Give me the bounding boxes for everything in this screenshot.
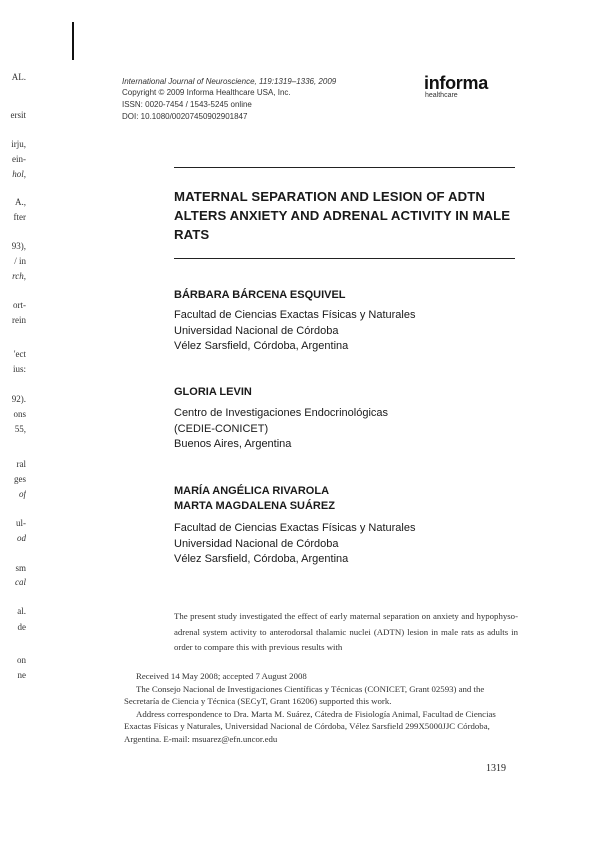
bleed-fragment: irju,	[11, 139, 26, 149]
affiliation-line: Facultad de Ciencias Exactas Físicas y Naturales	[174, 309, 416, 321]
page-number: 1319	[486, 763, 506, 774]
funding-note: The Consejo Nacional de Investigaciones Científicas y Técnicas (CONICET, Grant 02593) and the Secretaría de Ciencia y Técnica (SECyT, Grant 16206) supported this work.	[124, 683, 485, 706]
bleed-fragment: ius:	[12, 364, 26, 374]
bleed-fragment: de	[17, 622, 26, 632]
author-name: GLORIA LEVIN	[174, 386, 252, 398]
affiliation-line: Universidad Nacional de Córdoba	[174, 538, 339, 550]
affiliation-line: Centro de Investigaciones Endocrinológicas	[174, 407, 389, 419]
journal-citation: International Journal of Neuroscience, 119:1319–1336, 2009	[122, 77, 337, 86]
bleed-fragment: hol,	[12, 169, 26, 179]
bleed-fragment: fter	[13, 212, 26, 222]
affiliation-line: Facultad de Ciencias Exactas Físicas y Naturales	[174, 522, 416, 534]
bleed-fragment: 93),	[11, 241, 26, 251]
bleed-fragment: ul-	[16, 518, 26, 528]
bleed-fragment: ein-	[12, 154, 26, 164]
bleed-fragment: ges	[14, 474, 26, 484]
bleed-fragment: sm	[15, 563, 26, 573]
abstract-text: The present study investigated the effect of early maternal separation on anxiety and hypophyso-adrenal system activity to anterodorsal thalamic nuclei (ADTN) lesion in male rats as adults in order to compare this with previous results with	[174, 611, 518, 652]
bleed-fragment: 55,	[14, 424, 26, 434]
binding-edge-line	[72, 22, 74, 60]
journal-copyright: Copyright © 2009 Informa Healthcare USA, Inc.	[122, 88, 291, 97]
received-note: Received 14 May 2008; accepted 7 August 2008	[136, 671, 307, 681]
affiliation-line: Vélez Sarsfield, Córdoba, Argentina	[174, 340, 349, 352]
publisher-name: informa	[424, 73, 488, 93]
affiliation-line: Buenos Aires, Argentina	[174, 438, 292, 450]
correspondence-note: Address correspondence to Dra. Marta M. Suárez, Cátedra de Fisiología Animal, Facultad de Ciencias Exactas Físicas y Naturales, Universidad Nacional de Córdoba, Vélez Sarsfield 299X5000JJC Córdoba, Argentina. E-mail: msuarez@efn.uncor.edu	[124, 708, 496, 744]
affiliation-line: (CEDIE-CONICET)	[174, 423, 269, 435]
article-title: MATERNAL SEPARATION AND LESION OF ADTN ALTERS ANXIETY AND ADRENAL ACTIVITY IN MALE RATS	[174, 189, 511, 242]
bleed-fragment: od	[17, 533, 26, 543]
title-rule-top	[174, 167, 515, 168]
title-rule-bottom	[174, 258, 515, 259]
bleed-fragment: ons	[13, 409, 26, 419]
footnote	[124, 670, 516, 745]
journal-doi: DOI: 10.1080/00207450902901847	[122, 112, 248, 121]
bleed-fragment: A.,	[15, 197, 26, 207]
bleed-fragment: ort-	[13, 300, 26, 310]
bleed-fragment: al.	[17, 606, 26, 616]
journal-issn: ISSN: 0020-7454 / 1543-5245 online	[122, 100, 252, 109]
bleed-fragment: ral	[16, 459, 26, 469]
bleed-fragment: of	[18, 489, 26, 499]
bleed-fragment: / in	[14, 256, 26, 266]
bleed-fragment: cal	[15, 577, 26, 587]
bleed-fragment: 92).	[11, 394, 26, 404]
author-name: MARTA MAGDALENA SUÁREZ	[174, 500, 335, 512]
affiliation-line: Vélez Sarsfield, Córdoba, Argentina	[174, 553, 349, 565]
bleed-fragment: ne	[17, 670, 26, 680]
publisher-subname: healthcare	[425, 92, 458, 99]
bleed-fragment: on	[17, 655, 26, 665]
bleed-fragment: 'ect	[13, 349, 26, 359]
author-name: MARÍA ANGÉLICA RIVAROLA	[174, 485, 330, 497]
bleed-fragment: rch,	[12, 271, 26, 281]
publisher-logo	[424, 74, 488, 100]
bleed-fragment: ersit	[10, 110, 26, 120]
bleed-fragment: rein	[12, 315, 26, 325]
author-name: BÁRBARA BÁRCENA ESQUIVEL	[174, 289, 346, 301]
affiliation-line: Universidad Nacional de Córdoba	[174, 325, 339, 337]
bleed-fragment: AL.	[11, 72, 26, 82]
